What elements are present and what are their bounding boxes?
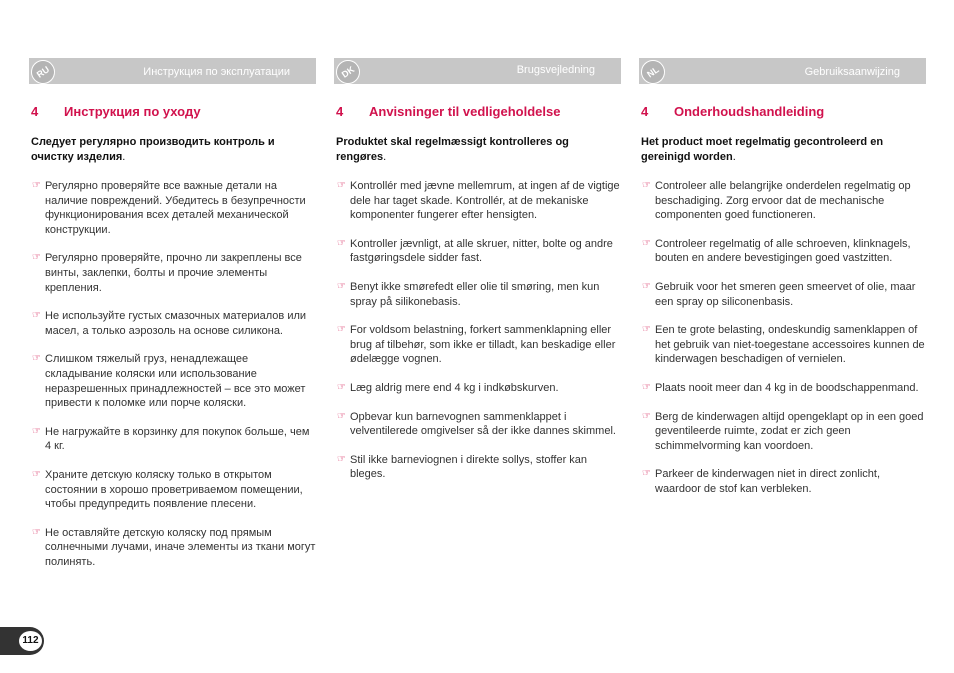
hand-pointer-icon: ☞ — [337, 180, 346, 191]
language-badge: NL — [636, 55, 669, 88]
item-text: Храните детскую коляску только в открытом состоянии в хорошо проветриваемом помещении, чтобы предупредить появление плесени. — [45, 468, 303, 511]
column-header — [334, 58, 621, 84]
item-text: Controleer alle belangrijke onderdelen regelmatig op beschadiging. Zorg ervoor dat de mechanische componenten goed functioneren. — [655, 180, 911, 222]
item-text: Kontrollér med jævne mellemrum, at ingen af de vigtige dele har taget skade. Kontrollér, at de mekaniske komponenter fungerer efter hensigten. — [350, 180, 620, 222]
list-item — [641, 410, 926, 454]
language-badge: RU — [26, 55, 59, 88]
language-badge: DK — [331, 55, 364, 88]
list-item — [336, 179, 621, 223]
list-item — [641, 179, 926, 223]
hand-pointer-icon: ☞ — [642, 324, 651, 336]
hand-pointer-icon: ☞ — [337, 381, 346, 393]
item-text: Kontroller jævnligt, at alle skruer, nitter, bolte og andre fastgøringsdele sidder fast. — [350, 237, 613, 265]
intro-text: Het product moet regelmatig gecontroleerd en gereinigd worden. — [641, 136, 884, 163]
hand-pointer-icon: ☞ — [642, 410, 651, 422]
item-text: For voldsom belastning, forkert sammenklapning eller brug af tilbehør, som ikke er tilladt, kan beskadige eller ødelægge vognen. — [350, 324, 616, 366]
list-item — [641, 237, 926, 266]
item-text: Opbevar kun barnevognen sammenklappet i velventilerede omgivelser så der ikke dannes skimmel. — [350, 410, 616, 438]
intro-bold: Produktet skal regelmæssigt kontrolleres og rengøres — [336, 136, 569, 163]
list-item — [336, 453, 621, 482]
column-dk — [336, 58, 621, 482]
item-text: Stil ikke barneviognen i direkte sollys, stoffer kan bleges. — [350, 453, 588, 481]
page-number-tab — [0, 627, 44, 655]
item-text: Регулярно проверяйте все важные детали на наличие повреждений. Убедитесь в безупречности функционирования всех деталей механической конструкции. — [45, 180, 306, 236]
column-nl — [641, 58, 926, 497]
column-ru — [31, 58, 316, 569]
hand-pointer-icon: ☞ — [32, 526, 41, 538]
item-text: Не оставляйте детскую коляску под прямым солнечными лучами, иначе элементы из ткани могут полинять. — [45, 526, 316, 568]
section-number: 4 — [31, 104, 39, 119]
hand-pointer-icon: ☞ — [642, 280, 651, 292]
list-item — [31, 251, 316, 295]
list-item — [31, 468, 316, 512]
section-number: 4 — [641, 104, 649, 119]
list-item — [336, 323, 621, 367]
hand-pointer-icon: ☞ — [32, 468, 41, 480]
header-title: Gebruiksaanwijzing — [804, 66, 900, 78]
hand-pointer-icon: ☞ — [32, 425, 41, 437]
item-text: Læg aldrig mere end 4 kg i indkøbskurven. — [350, 381, 559, 394]
hand-pointer-icon: ☞ — [642, 468, 651, 480]
intro-bold: Het product moet regelmatig gecontroleerd en gereinigd worden — [641, 136, 884, 163]
section-title: Anvisninger til vedligeholdelse — [369, 104, 561, 119]
hand-pointer-icon: ☞ — [337, 324, 346, 336]
list-item — [641, 381, 926, 396]
hand-pointer-icon: ☞ — [337, 453, 346, 465]
item-text: Не используйте густых смазочных материалов или масел, а только аэрозоль на основе силикона. — [45, 310, 307, 337]
item-text: Plaats nooit meer dan 4 kg in de boodschappenmand. — [655, 381, 919, 394]
section-heading — [31, 104, 316, 119]
list-item — [31, 425, 316, 454]
column-header — [639, 58, 926, 84]
list-item — [336, 237, 621, 266]
section-title: Инструкция по уходу — [64, 104, 201, 119]
list-item — [31, 179, 316, 237]
hand-pointer-icon: ☞ — [32, 252, 41, 264]
list-item — [641, 280, 926, 309]
hand-pointer-icon: ☞ — [337, 237, 346, 249]
header-title: Инструкция по эксплуатации — [143, 66, 290, 78]
item-text: Регулярно проверяйте, прочно ли закреплены все винты, заклепки, болты и прочие элементы крепления. — [45, 252, 302, 294]
section-heading — [641, 104, 926, 119]
item-text: Не нагружайте в корзинку для покупок больше, чем 4 кг. — [45, 425, 310, 453]
hand-pointer-icon: ☞ — [642, 237, 651, 249]
list-item — [336, 280, 621, 309]
hand-pointer-icon: ☞ — [32, 353, 41, 365]
item-text: Controleer regelmatig of alle schroeven, klinknagels, bouten en andere bevestigingen goed vastzitten. — [655, 237, 911, 265]
column-header — [29, 58, 316, 84]
item-text: Gebruik voor het smeren geen smeervet of olie, maar een spray op siliconenbasis. — [655, 280, 916, 308]
intro-bold: Следует регулярно производить контроль и очистку изделия — [31, 136, 275, 163]
list-item — [31, 352, 316, 410]
hand-pointer-icon: ☞ — [642, 381, 651, 393]
hand-pointer-icon: ☞ — [32, 180, 41, 191]
list-item — [31, 309, 316, 338]
list-item — [336, 410, 621, 439]
list-item — [336, 381, 621, 396]
list-item — [641, 467, 926, 496]
page-number: 112 — [19, 631, 42, 651]
item-text: Berg de kinderwagen altijd opengeklapt op in een goed geventileerde ruimte, zodat er zich geen schimmelvorming kan voordoen. — [655, 410, 924, 452]
header-title: Brugsvejledning — [516, 64, 595, 76]
intro-text: Следует регулярно производить контроль и очистку изделия. — [31, 136, 275, 163]
hand-pointer-icon: ☞ — [337, 280, 346, 292]
list-item — [641, 323, 926, 367]
hand-pointer-icon: ☞ — [642, 180, 651, 191]
hand-pointer-icon: ☞ — [32, 310, 41, 322]
intro-text: Produktet skal regelmæssigt kontrolleres og rengøres. — [336, 136, 569, 163]
section-title: Onderhoudshandleiding — [674, 104, 825, 119]
item-text: Een te grote belasting, ondeskundig samenklappen of het gebruik van niet-toegestane accessoires kunnen de kinderwagen beschadigen of vernielen. — [655, 324, 925, 366]
item-text: Benyt ikke smørefedt eller olie til smøring, men kun spray på silikonebasis. — [350, 280, 600, 308]
list-item — [31, 526, 316, 570]
section-number: 4 — [336, 104, 344, 119]
hand-pointer-icon: ☞ — [337, 410, 346, 422]
section-heading — [336, 104, 621, 119]
item-text: Parkeer de kinderwagen niet in direct zonlicht, waardoor de stof kan verbleken. — [655, 468, 881, 495]
item-text: Слишком тяжелый груз, ненадлежащее складывание коляски или использование неразрешенных принадлежностей – все это может привести к поломке или порче коляски. — [45, 353, 306, 410]
